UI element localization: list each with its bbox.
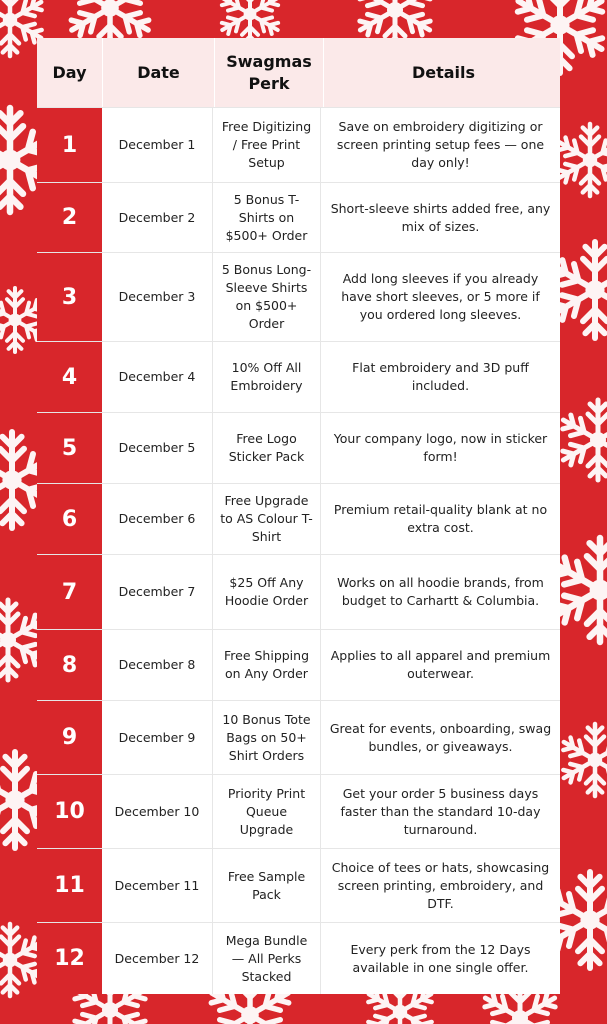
table-row [37,107,560,182]
day-number: 12 [37,923,102,994]
perk-cell: Free Sample Pack [213,849,321,922]
swagmas-table [37,38,560,994]
header-day: Day [37,38,103,107]
table-row [37,922,560,994]
table-header [37,38,560,107]
perk-cell: Priority Print Queue Upgrade [213,775,321,848]
table-row [37,554,560,629]
day-number: 7 [37,555,102,629]
table-row [37,182,560,252]
perk-cell: Free Upgrade to AS Colour T-Shirt [213,484,321,554]
details-cell: Save on embroidery digitizing or screen printing setup fees — one day only! [336,119,545,170]
details-cell: Works on all hoodie brands, from budget to Carhartt & Columbia. [337,575,544,608]
table-row [37,483,560,554]
day-number: 3 [37,253,102,341]
day-number: 6 [37,484,102,554]
header-perk: Swagmas Perk [215,38,324,107]
date-cell: December 9 [102,701,213,774]
day-number: 2 [37,183,102,252]
details-cell: Short-sleeve shirts added free, any mix of sizes. [330,200,551,234]
day-number: 9 [37,701,102,774]
day-number: 4 [37,342,102,412]
perk-cell: 5 Bonus T-Shirts on $500+ Order [213,183,321,252]
table-row [37,412,560,483]
table-row [37,700,560,774]
table-row [37,774,560,848]
perk-cell: $25 Off Any Hoodie Order [213,555,321,629]
day-number: 8 [37,630,102,700]
perk-cell: 10 Bonus Tote Bags on 50+ Shirt Orders [213,701,321,774]
header-date: Date [103,38,215,107]
details-cell: Get your order 5 business days faster than the standard 10-day turnaround. [340,785,541,837]
table-row [37,252,560,341]
table-row [37,629,560,700]
date-cell: December 12 [102,923,213,994]
details-cell: Flat embroidery and 3D puff included. [352,360,529,393]
details-cell: Choice of tees or hats, showcasing screen printing, embroidery, and DTF. [331,859,550,911]
date-cell: December 10 [102,775,213,848]
details-cell: Add long sleeves if you already have short sleeves, or 5 more if you ordered long sleeves. [341,271,540,322]
date-cell: December 2 [102,183,213,252]
details-cell: Applies to all apparel and premium outerwear. [330,648,551,681]
date-cell: December 7 [102,555,213,629]
date-cell: December 3 [102,253,213,341]
day-number: 10 [37,775,102,848]
date-cell: December 11 [102,849,213,922]
perk-cell: Free Logo Sticker Pack [213,413,321,483]
details-cell: Every perk from the 12 Days available in one single offer. [350,941,531,975]
header-details: Details [411,62,476,82]
perk-cell: 10% Off All Embroidery [213,342,321,412]
details-cell: Premium retail-quality blank at no extra cost. [333,502,548,535]
date-cell: December 8 [102,630,213,700]
details-cell: Your company logo, now in sticker form! [333,431,548,464]
day-number: 11 [37,849,102,922]
day-number: 1 [37,108,102,182]
details-cell: Great for events, onboarding, swag bundles, or giveaways. [329,720,552,754]
perk-cell: Free Digitizing / Free Print Setup [213,108,321,182]
table-row [37,848,560,922]
perk-cell: Mega Bundle — All Perks Stacked [213,923,321,994]
table-row [37,341,560,412]
date-cell: December 1 [102,108,213,182]
perk-cell: 5 Bonus Long-Sleeve Shirts on $500+ Order [213,253,321,341]
day-number: 5 [37,413,102,483]
date-cell: December 6 [102,484,213,554]
date-cell: December 4 [102,342,213,412]
date-cell: December 5 [102,413,213,483]
perk-cell: Free Shipping on Any Order [213,630,321,700]
